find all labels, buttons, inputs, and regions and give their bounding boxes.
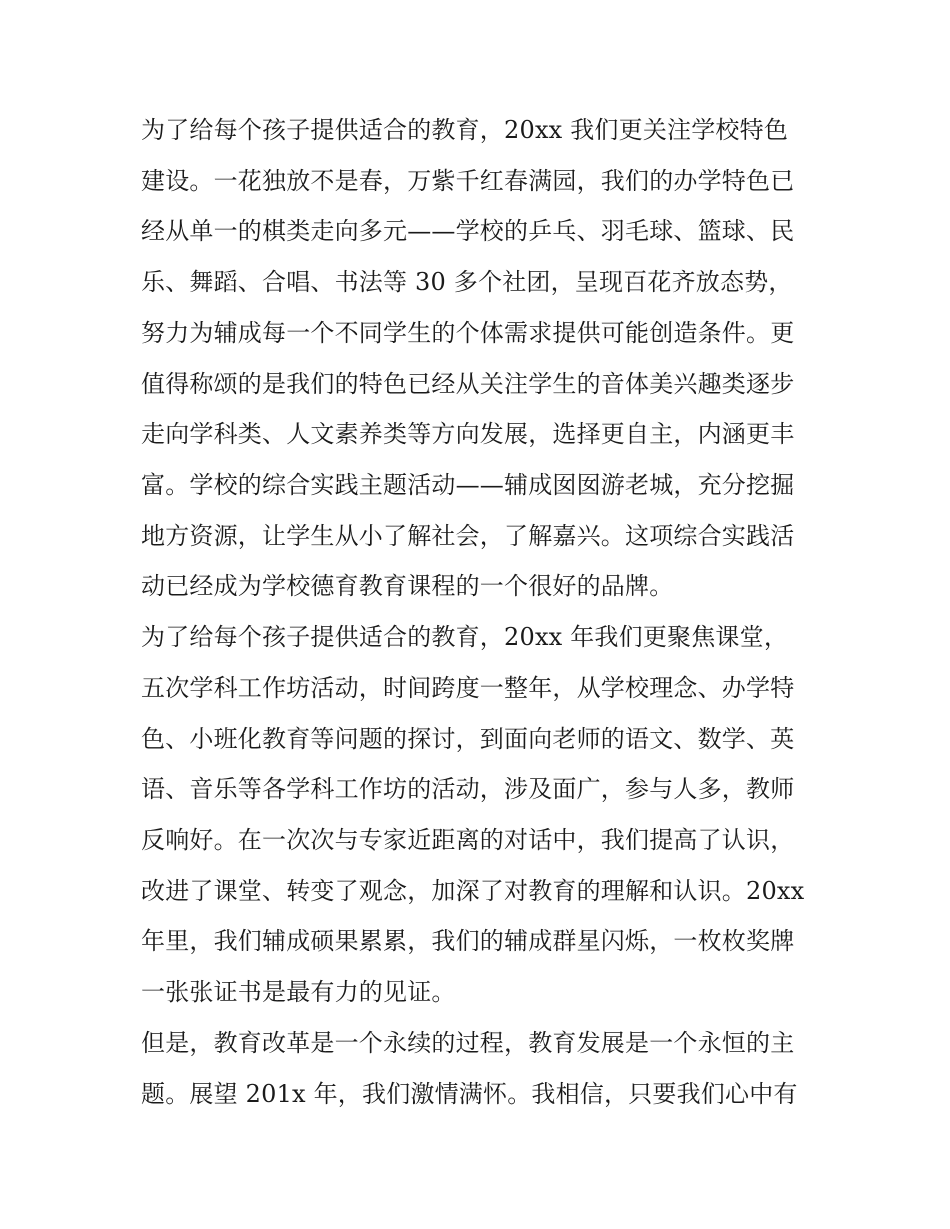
text-line: 为了给每个孩子提供适合的教育，20xx 年我们更聚焦课堂， [141,623,789,651]
text-line: 努力为辅成每一个不同学生的个体需求提供可能创造条件。更 [141,319,795,347]
text-line: 动已经成为学校德育教育课程的一个很好的品牌。 [141,572,674,600]
text-line: 反响好。在一次次与专家近距离的对话中，我们提高了认识， [141,826,795,854]
text-line: 改进了课堂、转变了观念，加深了对教育的理解和认识。20xx [141,877,805,905]
text-line: 富。学校的综合实践主题活动——辅成囡囡游老城，充分挖掘 [141,471,795,499]
text-line: 地方资源，让学生从小了解社会，了解嘉兴。这项综合实践活 [141,522,795,550]
text-line: 为了给每个孩子提供适合的教育，20xx 我们更关注学校特色 [141,116,789,144]
text-line: 但是，教育改革是一个永续的过程，教育发展是一个永恒的主 [141,1029,795,1057]
text-line: 建设。一花独放不是春，万紫千红春满园，我们的办学特色已 [141,167,795,195]
text-line: 经从单一的棋类走向多元——学校的乒乓、羽毛球、篮球、民 [141,217,795,245]
text-line: 五次学科工作坊活动，时间跨度一整年，从学校理念、办学特 [141,674,795,702]
text-line: 值得称颂的是我们的特色已经从关注学生的音体美兴趣类逐步 [141,370,795,398]
text-line: 题。展望 201x 年，我们激情满怀。我相信，只要我们心中有 [141,1080,798,1108]
text-line: 乐、舞蹈、合唱、书法等 30 多个社团，呈现百花齐放态势， [141,268,793,296]
text-line: 语、音乐等各学科工作坊的活动，涉及面广，参与人多，教师 [141,775,795,803]
text-line: 走向学科类、人文素养类等方向发展，选择更自主，内涵更丰 [141,420,795,448]
text-line: 色、小班化教育等问题的探讨，到面向老师的语文、数学、英 [141,725,795,753]
text-line: 年里，我们辅成硕果累累，我们的辅成群星闪烁，一枚枚奖牌 [141,927,795,955]
text-line: 一张张证书是最有力的见证。 [141,978,456,1006]
